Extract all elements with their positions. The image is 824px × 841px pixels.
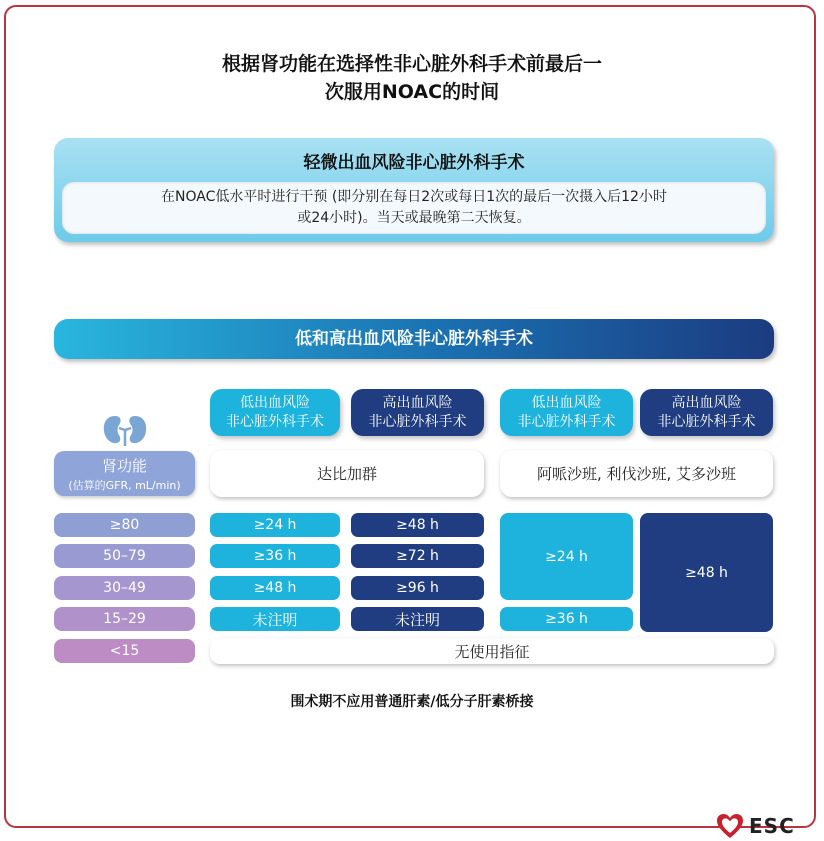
minor-risk-text-line1: 在NOAC低水平时进行干预 (即分别在每日2次或每日1次的最后一次摄入后12小时 [161, 189, 667, 205]
esc-logo-text: ESC [749, 814, 795, 838]
renal-function-label [54, 451, 195, 496]
header-label: 非心脏外科手术 [517, 413, 616, 430]
header-label: 低出血风险 [531, 394, 602, 411]
header-label: 高出血风险 [671, 394, 742, 411]
dabigatran-high-cell: ≥96 h [351, 576, 484, 600]
dabigatran-high-cell: ≥72 h [351, 544, 484, 568]
renal-label-text: 肾功能 [101, 457, 147, 475]
header-high-risk-xaban [640, 389, 773, 436]
egfr-row-3: 30–49 [54, 576, 195, 600]
dabigatran-high-cell: 未注明 [351, 607, 484, 631]
egfr-row-4: 15–29 [54, 607, 195, 631]
dabigatran-low-cell: ≥24 h [210, 513, 340, 537]
footer-note: 围术期不应用普通肝素/低分子肝素桥接 [290, 694, 534, 710]
header-label: 高出血风险 [382, 394, 453, 411]
drug-xabans: 阿哌沙班, 利伐沙班, 艾多沙班 [500, 450, 773, 497]
header-label: 非心脏外科手术 [226, 413, 324, 430]
header-label: 非心脏外科手术 [368, 413, 467, 430]
kidney-icon [103, 414, 147, 446]
header-low-risk-dabigatran [210, 389, 340, 436]
minor-risk-text-box [62, 182, 766, 234]
xaban-low-cell: ≥36 h [500, 607, 633, 631]
dabigatran-low-cell: 未注明 [210, 607, 340, 631]
no-indication-row: 无使用指征 [210, 638, 774, 664]
dabigatran-low-cell: ≥36 h [210, 544, 340, 568]
xaban-low-cell-merged: ≥24 h [500, 513, 633, 600]
xaban-high-cell-merged: ≥48 h [640, 513, 773, 632]
drug-dabigatran: 达比加群 [210, 450, 484, 497]
header-label: 非心脏外科手术 [657, 413, 756, 430]
egfr-row-1: ≥80 [54, 513, 195, 537]
renal-sublabel-text: (估算的GFR, mL/min) [68, 479, 181, 492]
page-title-line1: 根据肾功能在选择性非心脏外科手术前最后一 [221, 53, 602, 75]
minor-risk-heading: 轻微出血风险非心脏外科手术 [303, 153, 525, 173]
egfr-row-5: <15 [54, 639, 195, 663]
major-risk-heading: 低和高出血风险非心脏外科手术 [54, 319, 774, 359]
header-high-risk-dabigatran [351, 389, 484, 436]
esc-heart-icon [716, 813, 744, 839]
minor-risk-text-line2: 或24小时)。当天或最晚第二天恢复。 [297, 210, 531, 226]
egfr-row-2: 50–79 [54, 544, 195, 568]
header-label: 低出血风险 [240, 394, 310, 411]
dabigatran-low-cell: ≥48 h [210, 576, 340, 600]
minor-risk-panel [54, 138, 774, 242]
dabigatran-high-cell: ≥48 h [351, 513, 484, 537]
header-low-risk-xaban [500, 389, 633, 436]
page-title-line2: 次服用NOAC的时间 [324, 81, 500, 103]
